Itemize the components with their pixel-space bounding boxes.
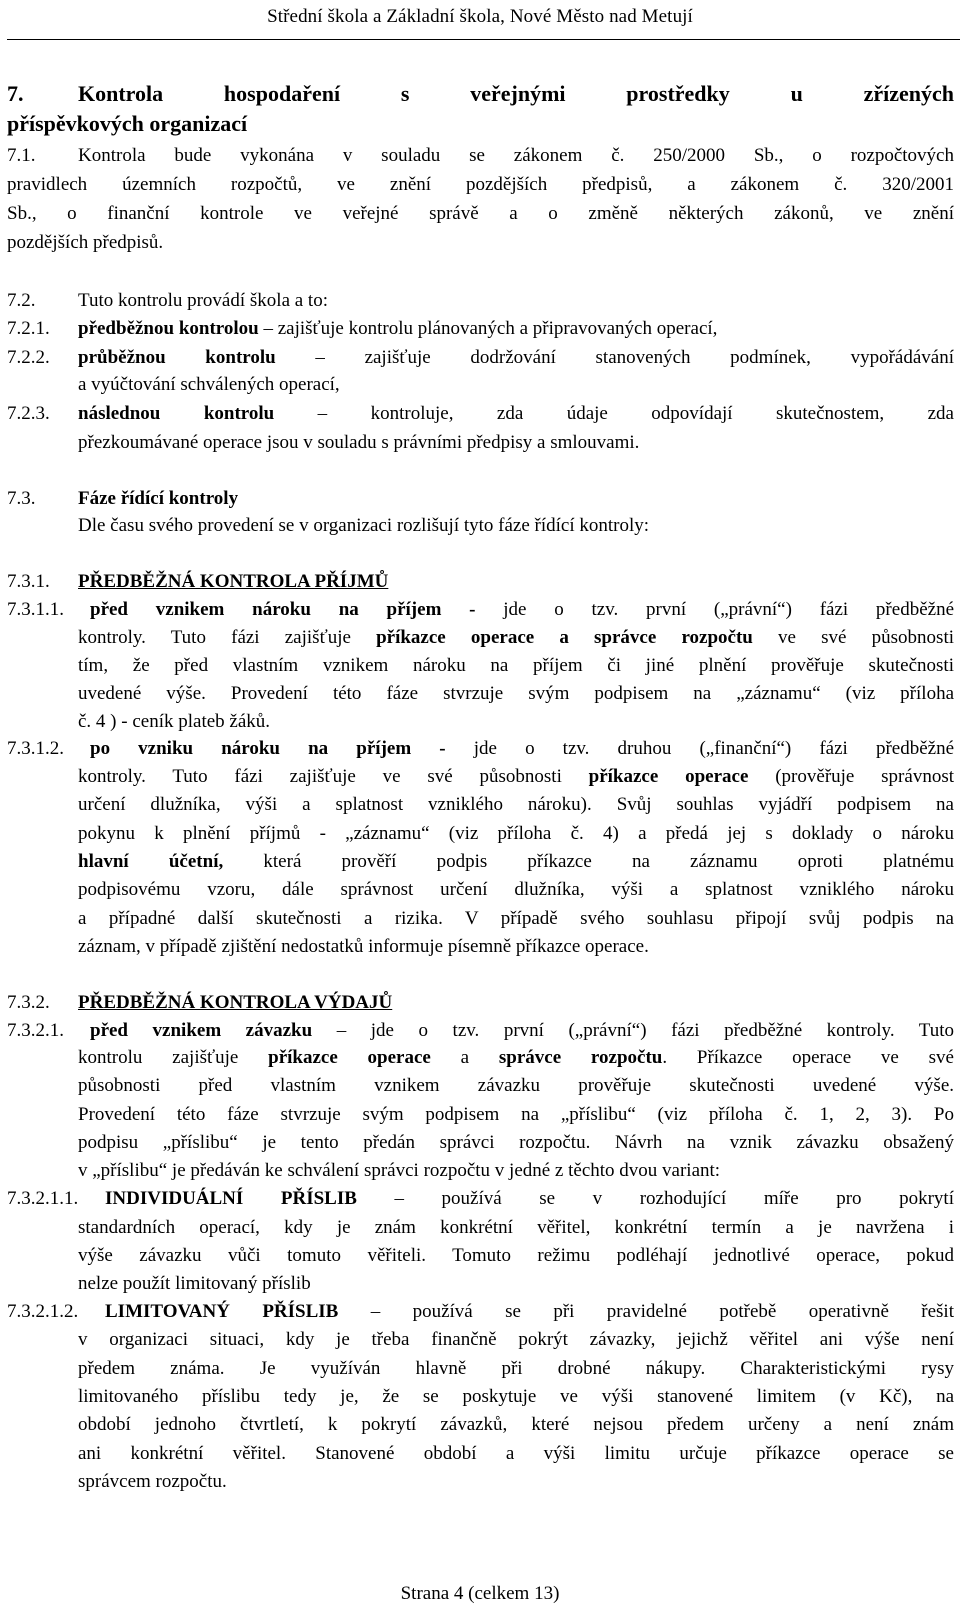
paragraph-line (78, 625, 954, 651)
paragraph-number: 7.3. (7, 488, 36, 509)
paragraph-number: 7.2.1. (7, 318, 50, 339)
text-run: – zajišťuje kontrolu plánovaných a připravovaných operací, (258, 318, 718, 339)
paragraph-line (90, 597, 954, 623)
paragraph-line: uvedené výše. Provedení této fáze stvrzuje svým podpisem na „záznamu“ (viz příloha (78, 683, 954, 704)
paragraph-line (78, 1045, 954, 1071)
paragraph-line: standardních operací, kdy je znám konkrétní věřitel, konkrétní termín a je navržena i (78, 1217, 954, 1238)
bold-term: příkazce operace (588, 766, 749, 787)
paragraph-line: působnosti před vlastním vznikem závazku prověřuje skutečnosti uvedené výše. (78, 1075, 954, 1096)
paragraph-line: správcem rozpočtu. (78, 1471, 227, 1492)
paragraph-number: 7.2. (7, 290, 36, 311)
bold-term: před vznikem nároku na příjem - (90, 599, 476, 620)
paragraph-line (105, 1299, 954, 1325)
paragraph-line (90, 1018, 954, 1044)
text-run: kontroly. Tuto fázi zajišťuje (78, 627, 377, 648)
text-run: – používá se při pravidelné potřebě operativně řešit (338, 1301, 954, 1322)
paragraph-number: 7.3.1.2. (7, 738, 64, 759)
bold-term: po vzniku nároku na příjem - (90, 738, 446, 759)
subsection-title: PŘEDBĚŽNÁ KONTROLA PŘÍJMŮ (78, 571, 389, 592)
bold-term: hlavní účetní, (78, 851, 224, 872)
paragraph-number: 7.2.3. (7, 403, 50, 424)
text-run: . Příkazce operace ve své (662, 1047, 954, 1068)
bold-term: INDIVIDUÁLNÍ PŘÍSLIB (105, 1188, 357, 1209)
bold-term: příkazce operace (268, 1047, 431, 1068)
text-run: – používá se v rozhodující míře pro pokrytí (356, 1188, 954, 1209)
paragraph-number: 7.3.1.1. (7, 599, 64, 620)
paragraph-line: a vyúčtování schválených operací, (78, 374, 340, 395)
paragraph-line: výše závazku vůči tomuto věřiteli. Tomuto režimu podléhají jednotlivé operace, pokud (78, 1245, 954, 1266)
paragraph-line: nelze použít limitovaný příslib (78, 1273, 311, 1294)
paragraph-number: 7.3.2.1.2. (7, 1301, 79, 1322)
paragraph-line (78, 345, 954, 371)
paragraph-line: tím, že před vlastním vznikem nároku na příjem či jiné plnění prověřuje skutečnosti (78, 655, 954, 676)
paragraph-line: období jednoho čtvrtletí, k pokrytí závazků, které nejsou předem určeny a není znám (78, 1414, 954, 1435)
paragraph-number: 7.3.2. (7, 992, 50, 1013)
text-run: – kontroluje, zda údaje odpovídají skutečnostem, zda (274, 403, 954, 424)
paragraph-line (78, 401, 954, 427)
text-run: – zajišťuje dodržování stanovených podmínek, vypořádávání (275, 347, 954, 368)
paragraph-line (78, 849, 954, 875)
paragraph-number: 7.3.2.1. (7, 1020, 64, 1041)
paragraph-line (78, 316, 717, 342)
text-run: (prověřuje správnost (748, 766, 954, 787)
paragraph-line: záznam, v případě zjištění nedostatků informuje písemně příkazce operace. (78, 936, 649, 957)
section-number: 7. (7, 81, 24, 106)
text-run: která prověří podpis příkazce na záznamu oproti platnému (223, 851, 954, 872)
paragraph-line: ani konkrétní věřitel. Stanovené období a výši limitu určuje příkazce operace se (78, 1443, 954, 1464)
text-run: ve své působnosti (752, 627, 954, 648)
paragraph-line: pravidlech územních rozpočtů, ve znění pozdějších předpisů, a zákonem č. 320/2001 (7, 174, 954, 195)
paragraph-line: Dle času svého provedení se v organizaci rozlišují tyto fáze řídící kontroly: (78, 515, 650, 536)
paragraph-line: v organizaci situaci, kdy je třeba finančně pokrýt závazky, jejichž věřitel ani výše není (78, 1329, 954, 1350)
paragraph-number: 7.2.2. (7, 347, 50, 368)
bold-term: LIMITOVANÝ PŘÍSLIB (105, 1301, 339, 1322)
paragraph-line (90, 736, 954, 762)
paragraph-line: Provedení této fáze stvrzuje svým podpisem na „příslibu“ (viz příloha č. 1, 2, 3). Po (78, 1104, 954, 1125)
text-run: kontroly. Tuto fázi zajišťuje ve své působnosti (78, 766, 589, 787)
paragraph-line: pozdějších předpisů. (7, 232, 164, 253)
paragraph-line: Tuto kontrolu provádí škola a to: (78, 290, 328, 311)
bold-term: před vznikem závazku (90, 1020, 313, 1041)
paragraph-line: pokynu k plnění příjmů - „záznamu“ (viz příloha č. 4) a předá jej s doklady o nároku (78, 823, 954, 844)
paragraph-line: Sb., o finanční kontrole ve veřejné správě a o změně některých zákonů, ve znění (7, 203, 954, 224)
paragraph-line (78, 764, 954, 790)
paragraph-number: 7.3.1. (7, 571, 50, 592)
bold-term: předběžnou kontrolou (78, 318, 259, 339)
bold-term: správce rozpočtu (498, 1047, 663, 1068)
bold-term: příkazce operace a správce rozpočtu (376, 627, 753, 648)
paragraph-number: 7.1. (7, 145, 36, 166)
text-run: – jde o tzv. první („právní“) fázi předběžné kontroly. Tuto (312, 1020, 954, 1041)
subsection-title: Fáze řídící kontroly (78, 488, 239, 509)
paragraph-line: přezkoumávané operace jsou v souladu s právními předpisy a smlouvami. (78, 432, 640, 453)
paragraph-line: podpisovému vzoru, dále správnost určení dlužníka, výši a splatnost vzniklého nároku (78, 879, 954, 900)
paragraph-line: předem známa. Je využíván hlavně při drobné nákupy. Charakteristickými rysy (78, 1358, 954, 1379)
section-title-line2: příspěvkových organizací (7, 111, 248, 136)
page-header: Střední škola a Základní škola, Nové Město nad Metují (267, 6, 693, 27)
paragraph-line: limitovaného příslibu tedy je, že se poskytuje ve výši stanovené limitem (v Kč), na (78, 1386, 954, 1407)
text-run: jde o tzv. druhou („finanční“) fázi předběžné (445, 738, 954, 759)
subsection-title: PŘEDBĚŽNÁ KONTROLA VÝDAJŮ (78, 992, 393, 1013)
text-run: a (430, 1047, 499, 1068)
text-run: kontrolu zajišťuje (78, 1047, 269, 1068)
paragraph-line: podpisu „příslibu“ je tento předán správci rozpočtu. Návrh na vznik závazku obsažený (78, 1132, 954, 1153)
page-footer: Strana 4 (celkem 13) (400, 1583, 560, 1604)
paragraph-line: a případné další skutečnosti a rizika. V případě svého souhlasu připojí svůj podpis na (78, 908, 954, 929)
paragraph-line: Kontrola bude vykonána v souladu se zákonem č. 250/2000 Sb., o rozpočtových (78, 145, 954, 166)
bold-term: následnou kontrolu (78, 403, 275, 424)
paragraph-line: v „příslibu“ je předáván ke schválení správci rozpočtu v jedné z těchto dvou variant: (78, 1160, 721, 1181)
header-divider (7, 39, 960, 40)
section-title-line1: Kontrola hospodaření s veřejnými prostředky u zřízených (78, 81, 954, 106)
paragraph-line: č. 4 ) - ceník plateb žáků. (78, 711, 271, 732)
bold-term: průběžnou kontrolu (78, 347, 276, 368)
text-run: jde o tzv. první („právní“) fázi předběžné (475, 599, 954, 620)
paragraph-number: 7.3.2.1.1. (7, 1188, 79, 1209)
paragraph-line: určení dlužníka, výši a splatnost vzniklého nároku). Svůj souhlas vyjádří podpisem na (78, 794, 954, 815)
paragraph-line (105, 1186, 954, 1212)
